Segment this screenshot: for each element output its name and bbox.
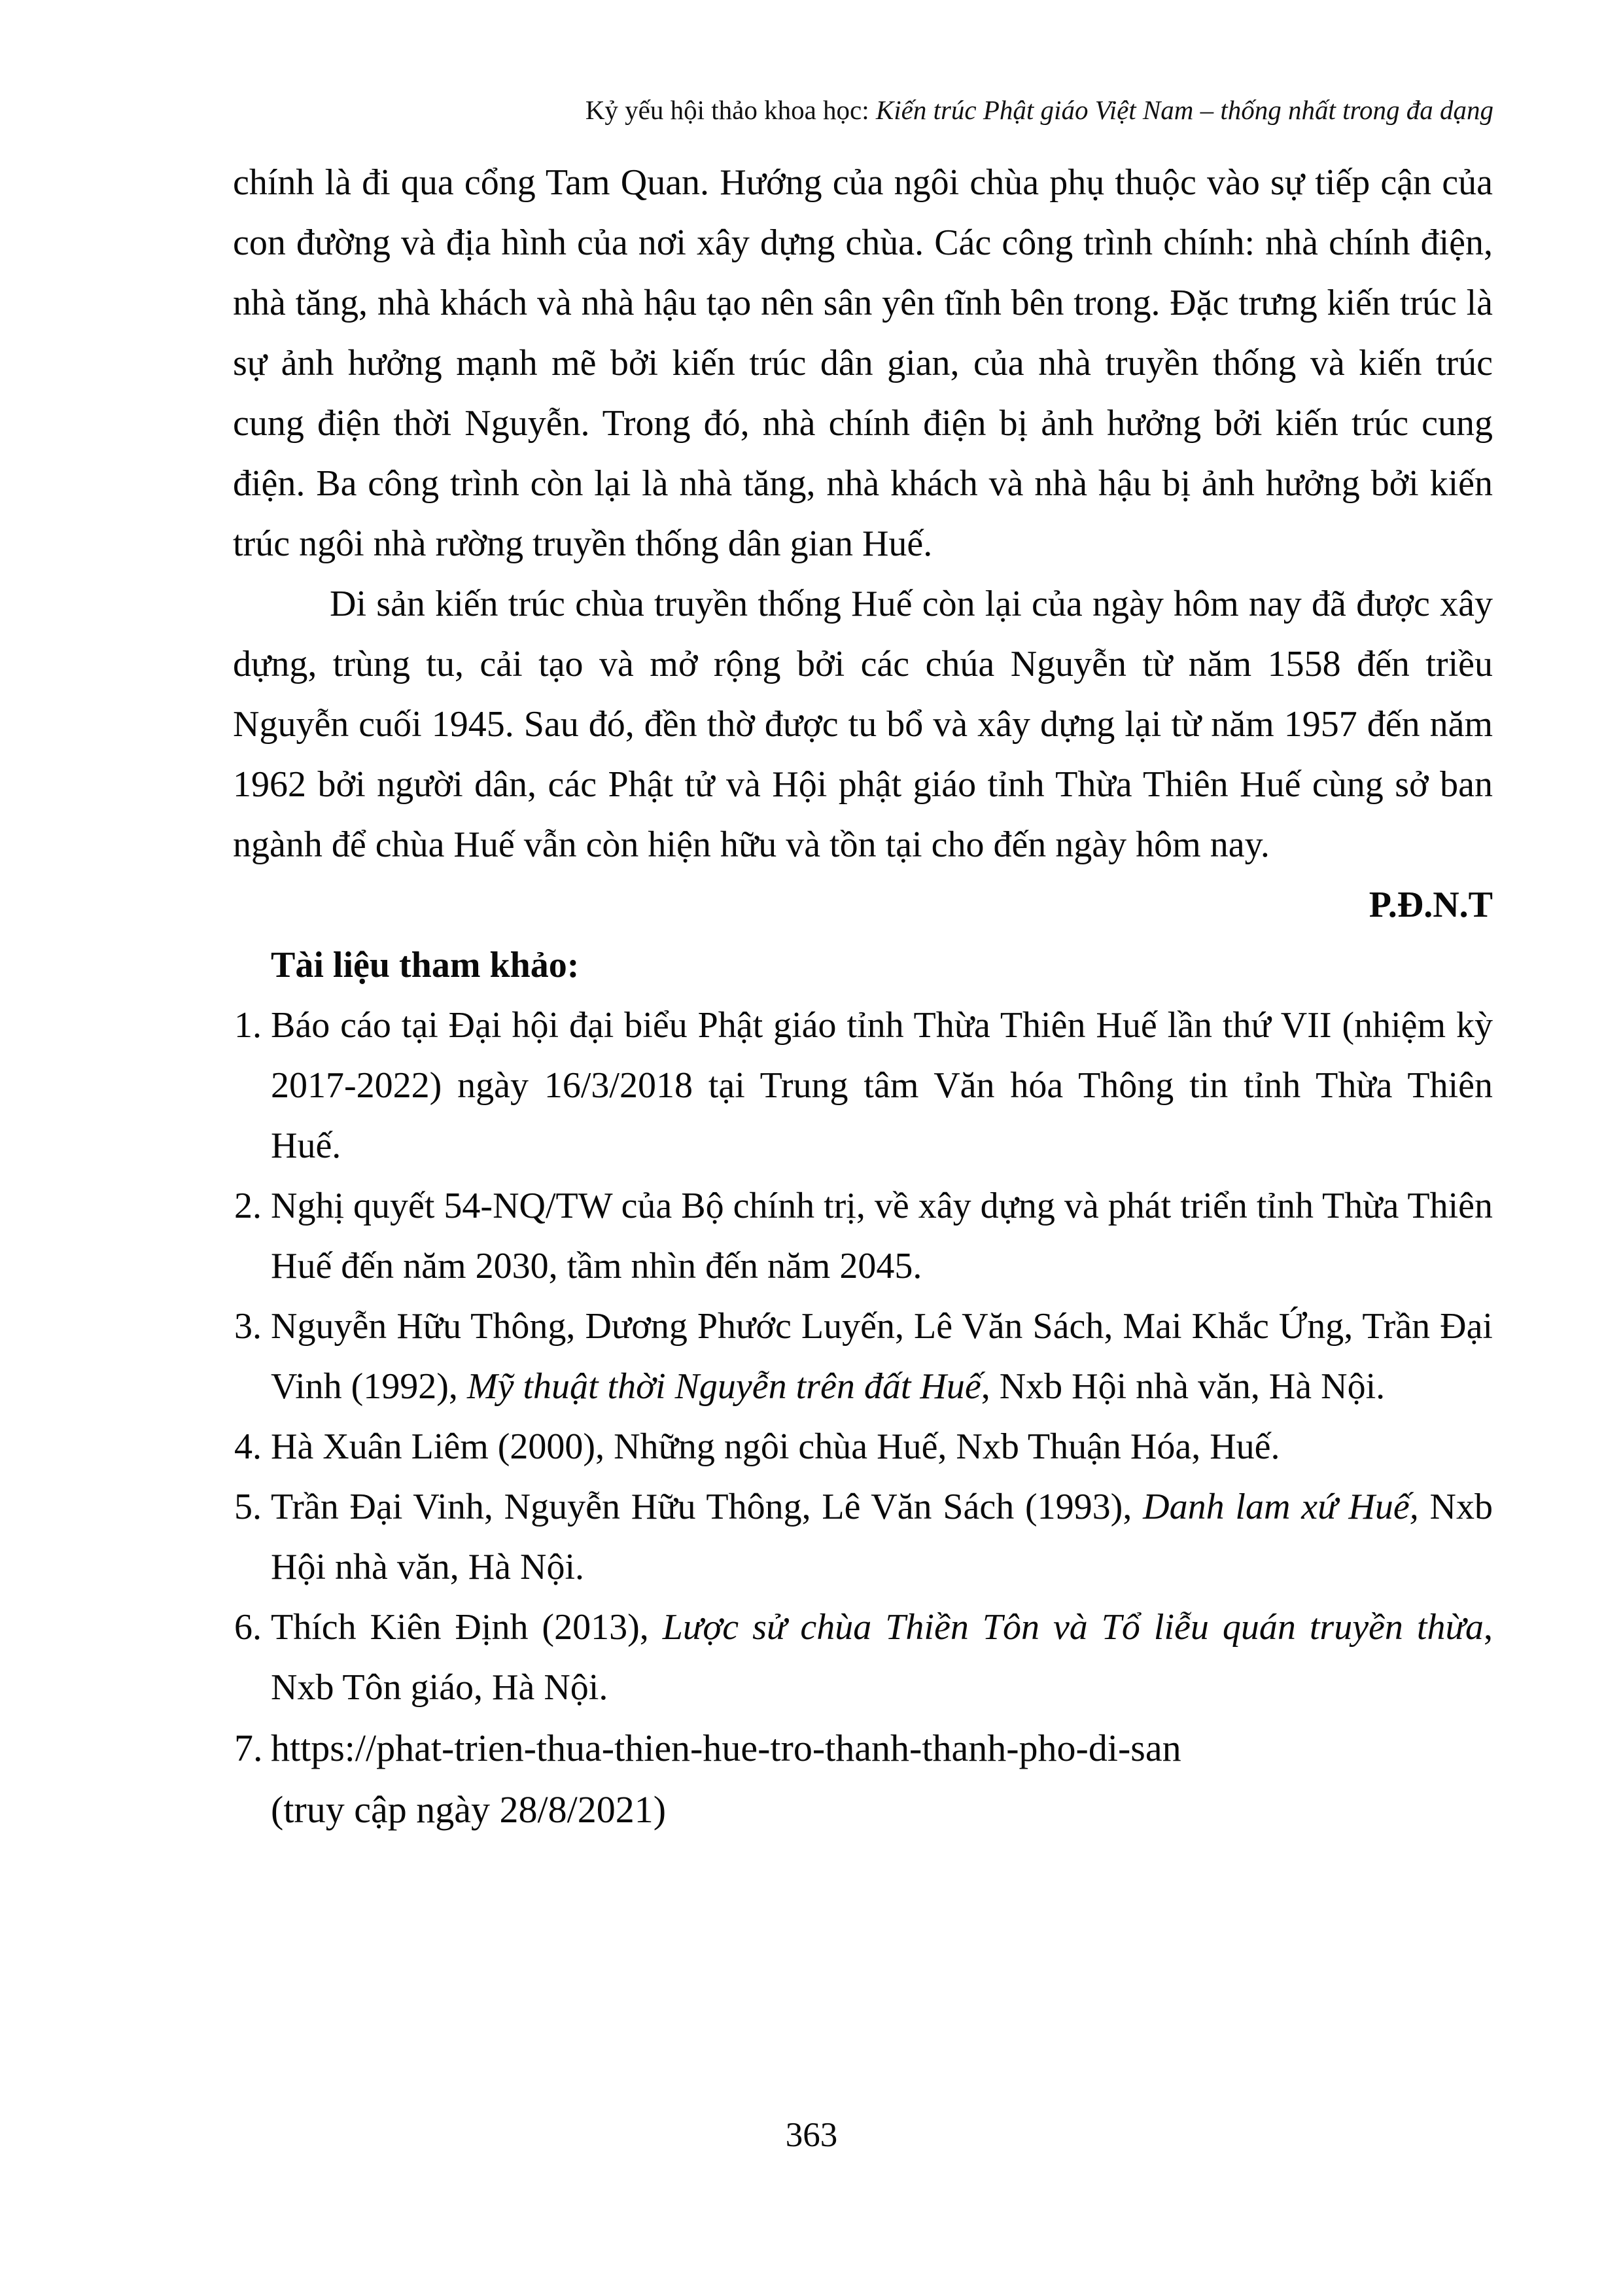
header-book-title: Kiến trúc Phật giáo Việt Nam – thống nhất trong đa dạng [875,95,1493,125]
header-prefix: Kỷ yếu hội thảo khoa học: [585,95,876,125]
reference-text: Thích Kiên Định (2013), [271,1607,663,1648]
reference-number: 3. [234,1306,262,1347]
reference-item [233,1477,1493,1597]
body-paragraph: Di sản kiến trúc chùa truyền thống Huế còn lại của ngày hôm nay đã được xây dựng, trùng tu, cải tạo và mở rộng bởi các chúa Nguyễn từ năm 1558 đến triều Nguyễn cuối 1945. Sau đó, đền thờ được tu bổ và xây dựng lại từ năm 1957 đến năm 1962 bởi người dân, các Phật tử và Hội phật giáo tỉnh Thừa Thiên Huế cùng sở ban ngành để chùa Huế vẫn còn hiện hữu và tồn tại cho đến ngày hôm nay. [233,584,1493,865]
reference-number: 7. [234,1727,263,1769]
references-heading: Tài liệu tham khảo: [271,945,580,985]
reference-title: Lược sử chùa Thiền Tôn và Tổ liễu quán truyền thừa [662,1607,1484,1648]
reference-access-date: (truy cập ngày 28/8/2021) [271,1788,667,1831]
reference-text: Hà Xuân Liêm (2000), Những ngôi chùa Huế, Nxb Thuận Hóa, Huế. [271,1426,1280,1467]
reference-title: Mỹ thuật thời Nguyễn trên đất Huế [466,1366,981,1407]
reference-publisher: , Nxb Tôn giáo, Hà Nội. [271,1607,1493,1708]
reference-publisher: Nxb Hội nhà văn, Hà Nội. [271,1487,1493,1587]
reference-item-url [233,1718,1493,1841]
reference-publisher: , Nxb Hội nhà văn, Hà Nội. [981,1366,1386,1407]
reference-number: 4. [234,1426,262,1467]
reference-text: Nghị quyết 54-NQ/TW của Bộ chính trị, về xây dựng và phát triển tỉnh Thừa Thiên Huế đến năm 2030, tầm nhìn đến năm 2045. [271,1186,1493,1286]
reference-url-link[interactable]: https://phat-trien-thua-thien-hue-tro-thanh-thanh-pho-di-san [271,1727,1181,1769]
reference-item [233,1176,1493,1296]
reference-item [233,995,1493,1176]
reference-title: Danh lam xứ Huế, [1143,1487,1419,1527]
references-list [233,995,1493,1841]
page-body [233,152,1493,1841]
author-initials: P.Đ.N.T [1369,885,1493,925]
reference-item [233,1296,1493,1417]
body-paragraph: chính là đi qua cổng Tam Quan. Hướng của ngôi chùa phụ thuộc vào sự tiếp cận của con đường và địa hình của nơi xây dựng chùa. Các công trình chính: nhà chính điện, nhà tăng, nhà khách và nhà hậu tạo nên sân yên tĩnh bên trong. Đặc trưng kiến trúc là sự ảnh hưởng mạnh mẽ bởi kiến trúc dân gian, của nhà truyền thống và kiến trúc cung điện thời Nguyễn. Trong đó, nhà chính điện bị ảnh hưởng bởi kiến trúc cung điện. Ba công trình còn lại là nhà tăng, nhà khách và nhà hậu bị ảnh hưởng bởi kiến trúc ngôi nhà rường truyền thống dân gian Huế. [233,162,1493,564]
reference-number: 6. [234,1607,262,1648]
reference-item [233,1417,1493,1477]
reference-number: 2. [234,1186,262,1226]
running-header [585,90,1493,130]
reference-text: Nguyễn Hữu Thông, Dương Phước Luyến, Lê Văn Sách, Mai Khắc Ứng, Trần Đại Vinh (1992), [271,1306,1493,1407]
page-number: 363 [785,2116,838,2154]
reference-number: 1. [234,1005,262,1046]
reference-number: 5. [234,1487,262,1527]
reference-text: Báo cáo tại Đại hội đại biểu Phật giáo tỉnh Thừa Thiên Huế lần thứ VII (nhiệm kỳ 2017-2022) ngày 16/3/2018 tại Trung tâm Văn hóa Thông tin tỉnh Thừa Thiên Huế. [271,1005,1493,1166]
reference-text: Trần Đại Vinh, Nguyễn Hữu Thông, Lê Văn Sách (1993), [271,1487,1143,1527]
reference-item [233,1597,1493,1718]
